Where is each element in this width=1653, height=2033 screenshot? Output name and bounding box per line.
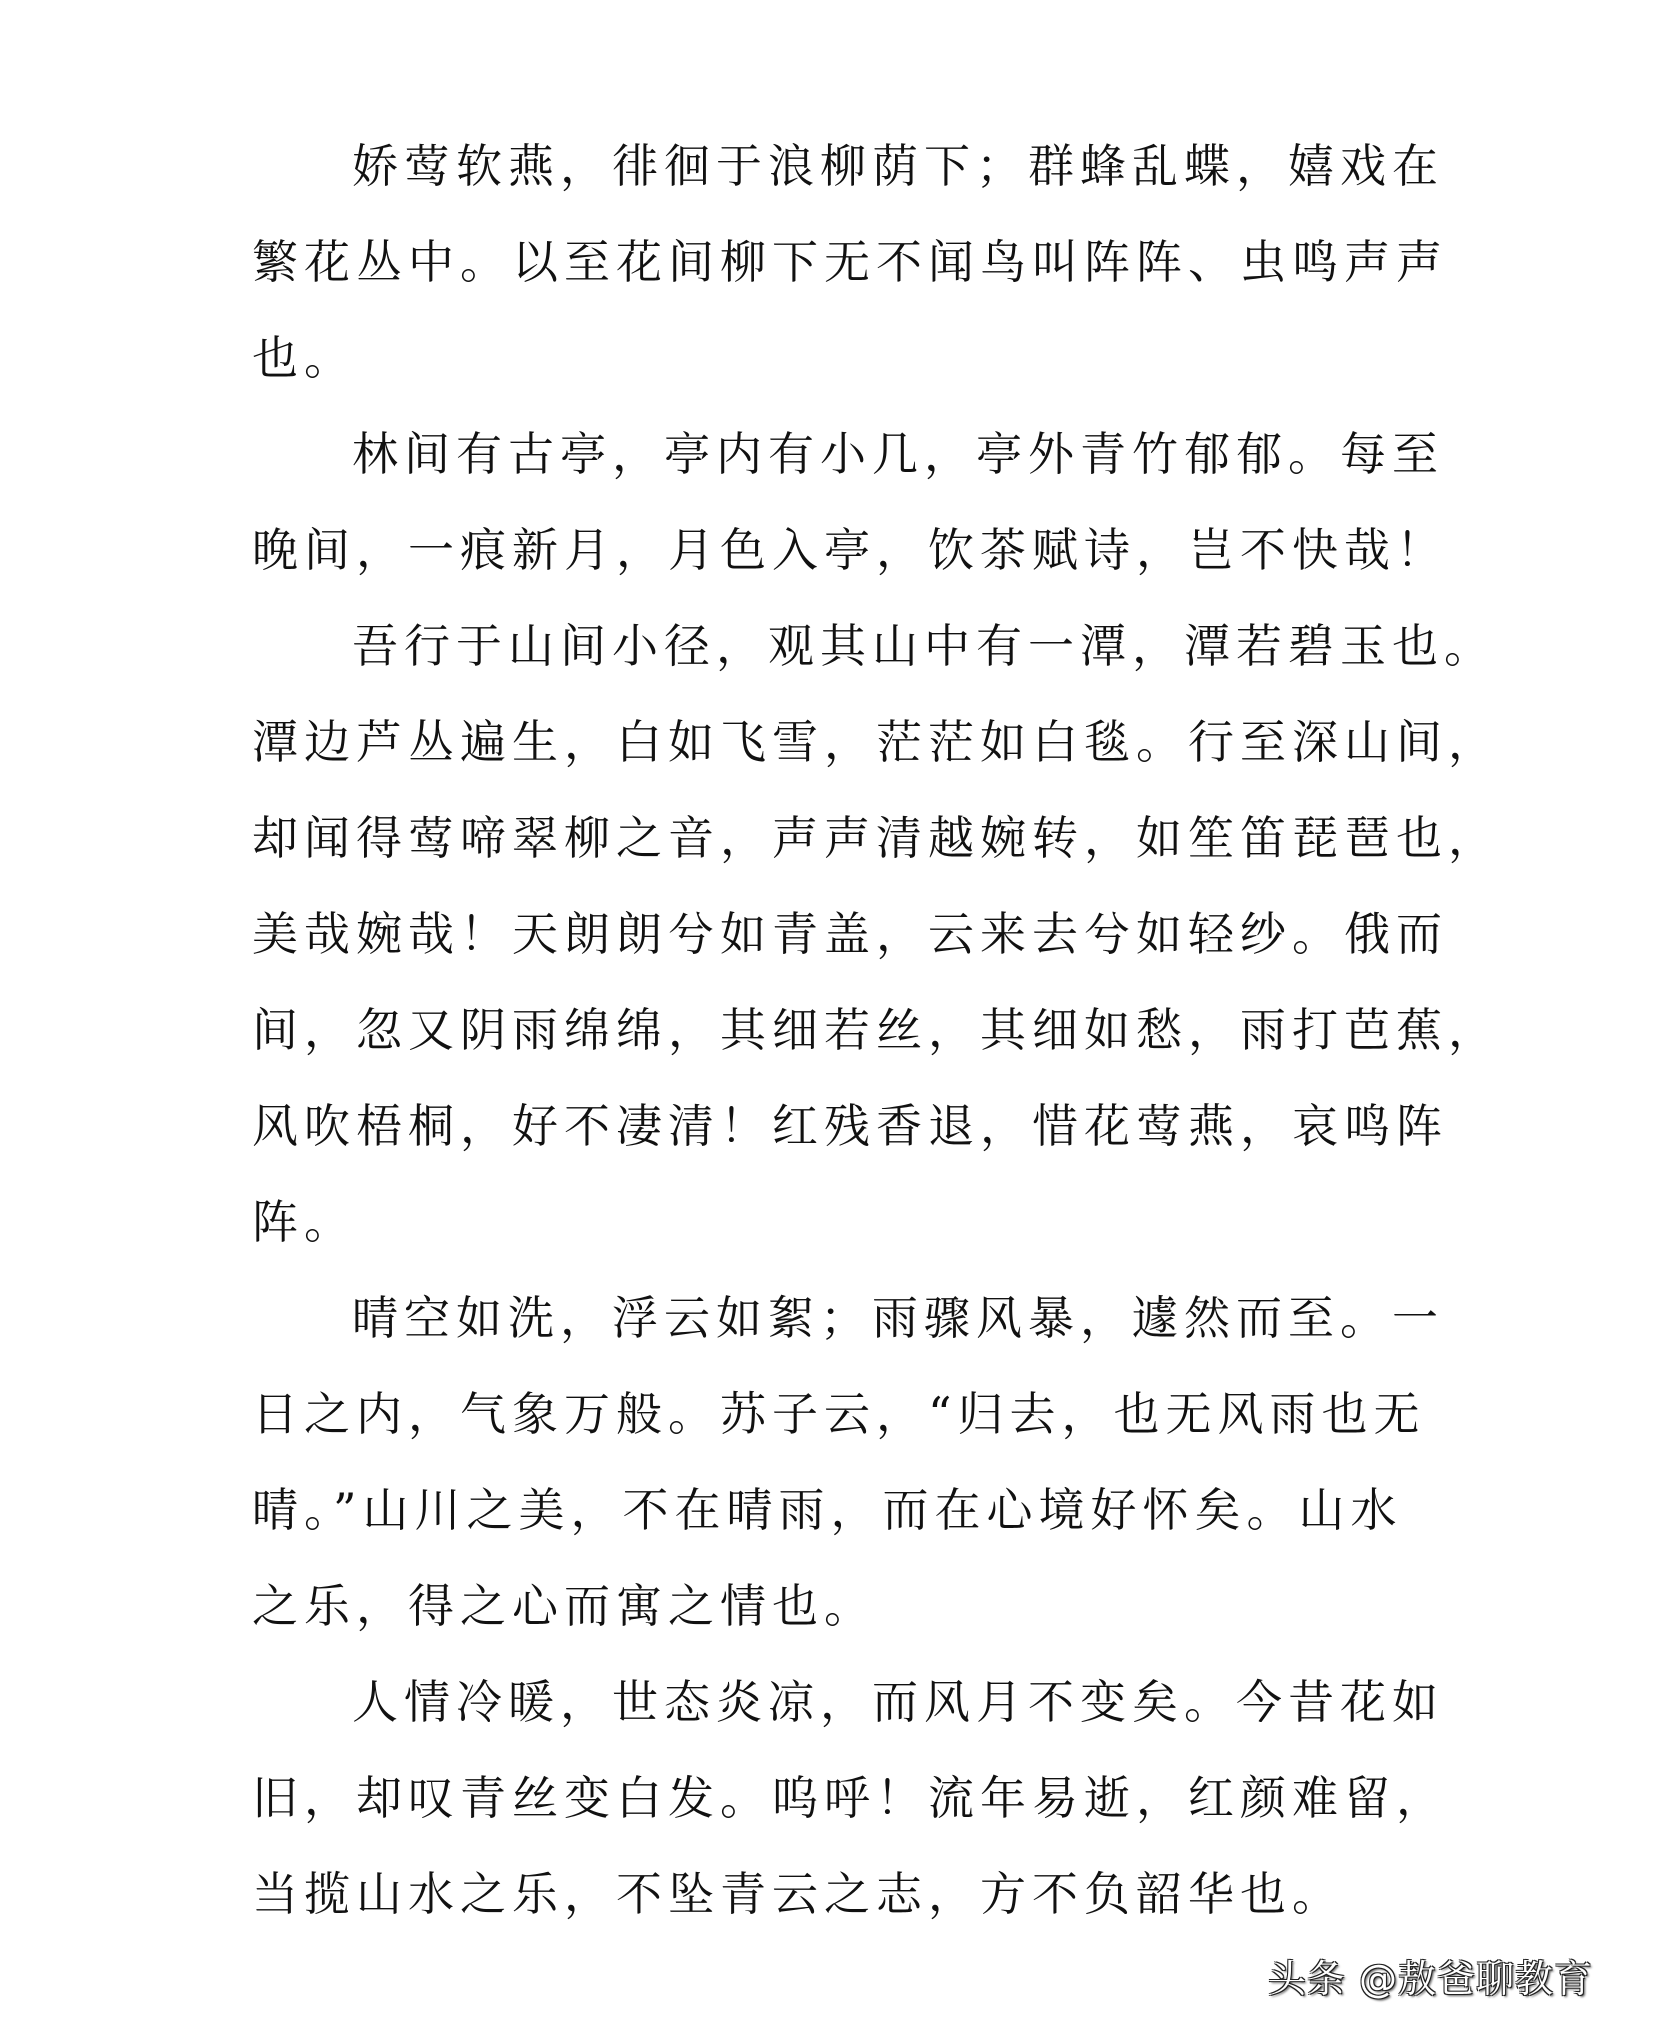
text-line: 林间有古亭，亭内有小几，亭外青竹郁郁。每至 [352,427,1444,481]
text-line: 娇莺软燕，徘徊于浪柳荫下；群蜂乱蝶，嬉戏在 [352,139,1444,193]
text-line: 阵。 [252,1195,356,1249]
paragraph-5 [252,1654,1448,1942]
text-line: 间，忽又阴雨绵绵，其细若丝，其细如愁，雨打芭蕉， [252,1003,1500,1057]
text-line: 晴空如洗，浮云如絮；雨骤风暴，遽然而至。一 [352,1291,1444,1345]
text-line: 旧，却叹青丝变白发。呜呼！流年易逝，红颜难留， [252,1771,1448,1825]
paragraph-4 [252,1270,1444,1654]
watermark: 头条 @敖爸聊教育 [1267,1957,1593,2001]
text-line: 潭边芦丛遍生，白如飞雪，茫茫如白毯。行至深山间， [252,715,1500,769]
text-line: 也。 [252,331,356,385]
text-line: 晚间，一痕新月，月色入亭，饮茶赋诗，岂不快哉！ [252,523,1448,577]
text-line: 风吹梧桐，好不凄清！红残香退，惜花莺燕，哀鸣阵 [252,1099,1448,1153]
document-body [252,118,1500,1942]
paragraph-3 [252,598,1500,1270]
text-line: 当揽山水之乐，不坠青云之志，方不负韶华也。 [252,1867,1344,1921]
text-line: 之乐，得之心而寓之情也。 [252,1579,876,1633]
text-line: 却闻得莺啼翠柳之音，声声清越婉转，如笙笛琵琶也， [252,811,1500,865]
text-line: 晴。”山川之美，不在晴雨，而在心境好怀矣。山水 [252,1483,1403,1537]
paragraph-1 [252,118,1448,406]
text-line: 人情冷暖，世态炎凉，而风月不变矣。今昔花如 [352,1675,1444,1729]
text-line: 日之内，气象万般。苏子云，“归去，也无风雨也无 [252,1387,1426,1441]
text-line: 繁花丛中。以至花间柳下无不闻鸟叫阵阵、虫鸣声声 [252,235,1448,289]
paragraph-2 [252,406,1448,598]
text-line: 美哉婉哉！天朗朗兮如青盖，云来去兮如轻纱。俄而 [252,907,1448,961]
text-line: 吾行于山间小径，观其山中有一潭，潭若碧玉也。 [352,619,1496,673]
